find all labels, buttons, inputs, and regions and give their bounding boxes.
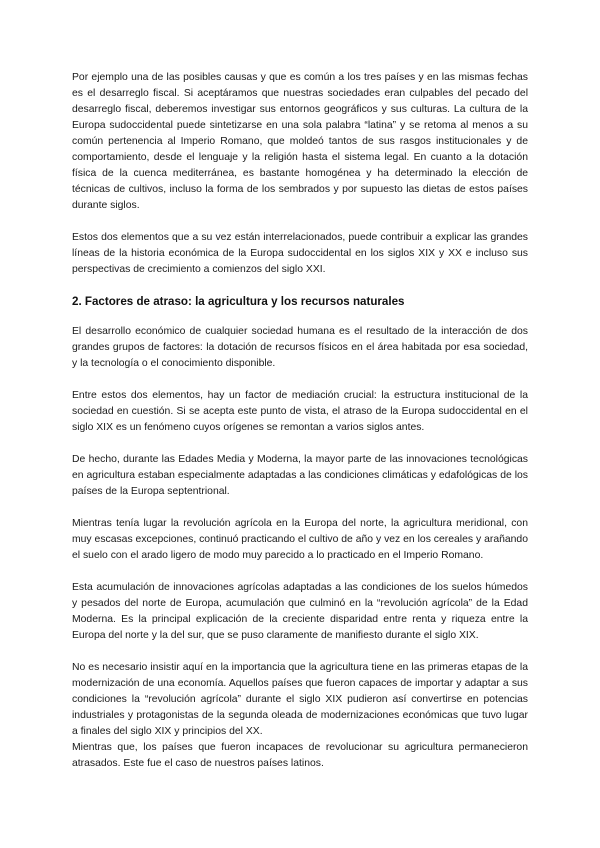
paragraph-southern-agriculture: Mientras tenía lugar la revolución agrícola en la Europa del norte, la agricultura meridional, con muy escasas excepciones, continuó practicando el cultivo de año y vez en los cereales y arañando el suelo con el arado ligero de modo muy parecido a lo practicado en el Imperio Romano. <box>72 518 528 561</box>
paragraph-institutional-structure: Entre estos dos elementos, hay un factor de mediación crucial: la estructura institucional de la sociedad en cuestión. Si se acepta este punto de vista, el atraso de la Europa sudoccidental en el siglo XIX es un fenómeno cuyos orígenes se remontan a varios siglos antes. <box>72 390 528 433</box>
paragraph-interrelated-elements: Estos dos elementos que a su vez están interrelacionados, puede contribuir a explicar las grandes líneas de la historia económica de la Europa sudoccidental en los siglos XIX y XX e incluso sus perspectivas de crecimiento a comienzos del siglo XXI. <box>72 232 528 275</box>
paragraph-fiscal-causes: Por ejemplo una de las posibles causas y que es común a los tres países y en las mismas fechas es el desarreglo fiscal. Si aceptáramos que nuestras sociedades eran culpables del pecado del desarreglo fiscal, deberemos investigar sus entornos geográficos y sus culturas. La cultura de la Europa sudoccidental puede sintetizarse en una sola palabra “latina” y se retoma al menos a su común pertenencia al Imperio Romano, que moldeó tantos de sus rasgos institucionales y de comportamiento, desde el lenguaje y la religión hasta el sistema legal. En cuanto a la dotación física de la cuenca mediterránea, es bastante homogénea y ha determinado la elección de técnicas de cultivos, incluso la forma de los sembrados y por supuesto las dietas de estos países durante siglos. <box>72 72 528 211</box>
paragraph-technological-innovations: De hecho, durante las Edades Media y Moderna, la mayor parte de las innovaciones tecnológicas en agricultura estaban especialmente adaptadas a las condiciones climáticas y edafológicas de los países de la Europa septentrional. <box>72 454 528 497</box>
document-page <box>72 70 528 788</box>
section-heading: 2. Factores de atraso: la agricultura y los recursos naturales <box>72 295 405 308</box>
paragraph-economic-development: El desarrollo económico de cualquier sociedad humana es el resultado de la interacción de dos grandes grupos de factores: la dotación de recursos físicos en el área habitada por esa sociedad, y la tecnología o el conocimiento disponible. <box>72 326 528 369</box>
paragraph-agricultural-revolution: Esta acumulación de innovaciones agrícolas adaptadas a las condiciones de los suelos húmedos y pesados del norte de Europa, acumulación que culminó en la “revolución agrícola” de la Edad Moderna. Es la principal explicación de la creciente disparidad entre renta y riqueza entre la Europa del norte y la del sur, que se puso claramente de manifiesto durante el siglo XIX. <box>72 582 528 641</box>
paragraph-modernization: No es necesario insistir aquí en la importancia que la agricultura tiene en las primeras etapas de la modernización de una economía. Aquellos países que fueron capaces de importar y adaptar a sus condiciones la “revolución agrícola” durante el siglo XIX pudieron así convertirse en potencias industriales y protagonistas de la segunda oleada de modernizaciones económicas que tuvo lugar a finales del siglo XIX y principios del XX. <box>72 662 528 737</box>
paragraph-latin-countries: Mientras que, los países que fueron incapaces de revolucionar su agricultura permanecieron atrasados. Este fue el caso de nuestros países latinos. <box>72 742 528 769</box>
